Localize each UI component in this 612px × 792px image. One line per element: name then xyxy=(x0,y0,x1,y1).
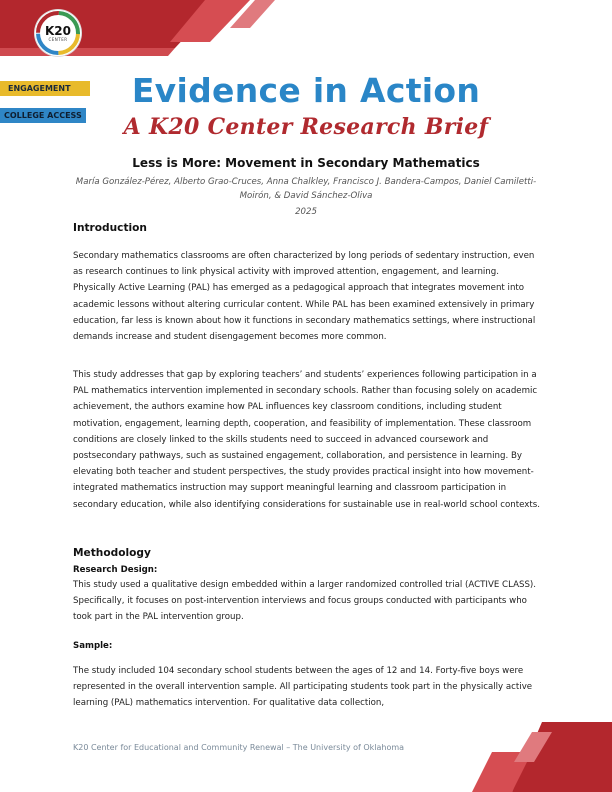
brief-title: Less is More: Movement in Secondary Mathematics xyxy=(132,156,480,170)
logo-subtext: CENTER xyxy=(48,36,68,42)
introduction-heading: Introduction xyxy=(73,222,147,234)
header-banner xyxy=(0,0,612,70)
page-title: Evidence in Action xyxy=(131,71,481,110)
sample-text: The study included 104 secondary school students between the ages of 12 and 14. Forty-five boys were represented in the overall intervention sample. All participating students took part in the physically active learning (PAL) mathematics intervention. For qualitative data collection, xyxy=(73,666,533,709)
research-design-text: This study used a qualitative design embedded within a larger randomized controlled trial (ACTIVE CLASS). Specifically, it focuses on post-intervention interviews and focus groups conducted with participants who took part in the PAL intervention group. xyxy=(73,580,537,623)
footer-banner xyxy=(472,722,612,792)
introduction-paragraph-2: This study addresses that gap by exploring teachers’ and students’ experiences following participation in a PAL mathematics intervention implemented in secondary schools. Rather than focusing solely on academic achievement, the authors examine how PAL influences key classroom conditions, including student motivation, engagement, learning depth, cooperation, and feasibility of implementation. These classroom conditions are closely linked to the skills students need to succeed in advanced coursework and postsecondary pathways, such as sustained engagement, collaboration, and persistence in learning. By elevating both teacher and student perspectives, the study provides practical insight into how movement-integrated mathematics instruction may support meaningful learning and classroom participation in secondary education, while also identifying considerations for sustainable use in real-world school contexts. xyxy=(73,370,540,510)
publication-year: 2025 xyxy=(295,207,317,217)
engagement-tag: ENGAGEMENT xyxy=(0,81,90,96)
sample-heading: Sample: xyxy=(73,641,113,651)
research-design-heading: Research Design: xyxy=(73,565,158,575)
author-list: María González-Pérez, Alberto Grao-Cruces, Anna Chalkley, Francisco J. Bandera-Campos, Daniel Camiletti-Moirón, & David Sánchez-Oliva xyxy=(75,177,537,201)
k20-logo xyxy=(35,10,81,56)
college-access-tag: COLLEGE ACCESS xyxy=(0,108,86,123)
methodology-heading: Methodology xyxy=(73,547,151,559)
logo-brand: K20 xyxy=(45,23,71,38)
introduction-paragraph-1: Secondary mathematics classrooms are often characterized by long periods of sedentary instruction, even as research continues to link physical activity with improved attention, engagement, and learning. Physically Active Learning (PAL) has emerged as a pedagogical approach that integrates movement into academic lessons without altering curricular content. While PAL has been examined extensively in primary education, far less is known about how it functions in secondary mathematics settings, where instructional demands increase and student disengagement becomes more common. xyxy=(73,251,536,343)
footer-text: K20 Center for Educational and Community Renewal – The University of Oklahoma xyxy=(73,743,405,752)
page-subtitle: A K20 Center Research Brief xyxy=(123,114,489,140)
